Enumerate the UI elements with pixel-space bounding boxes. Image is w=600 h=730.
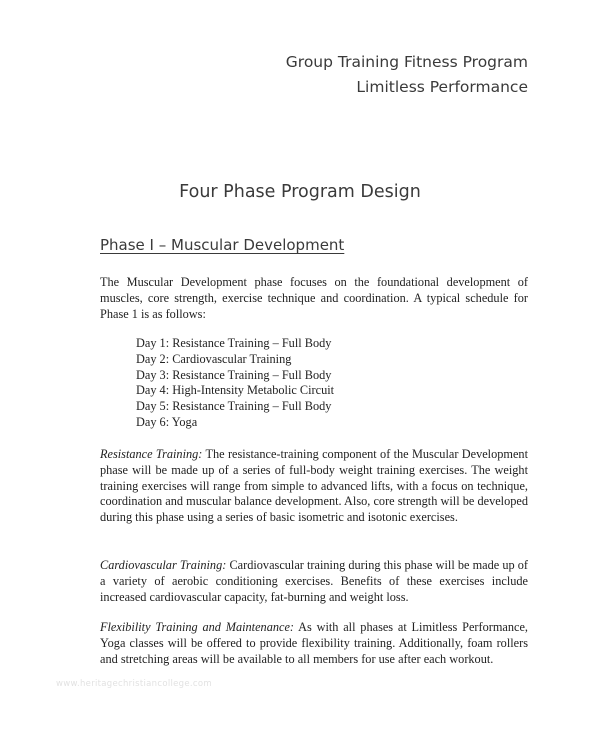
- schedule-item: Day 5: Resistance Training – Full Body: [136, 399, 332, 414]
- schedule-item: Day 6: Yoga: [136, 414, 198, 429]
- section-label: Cardiovascular Training:: [100, 558, 227, 572]
- section-text: As with all phases at Limitless Performance, Yoga classes will be offered to provide flexibility training. Additionally, foam rollers and stretching areas will be available to all members for use after each workout.: [100, 620, 528, 666]
- watermark-text: www.heritagechristiancollege.com: [56, 679, 212, 689]
- schedule-item: Day 4: High-Intensity Metabolic Circuit: [136, 383, 335, 398]
- document-title: Four Phase Program Design: [179, 182, 421, 202]
- schedule-item: Day 3: Resistance Training – Full Body: [136, 367, 332, 382]
- section-text: Cardiovascular training during this phase will be made up of a variety of aerobic conditioning exercises. Benefits of these exercises include increased cardiovascular capacity, fat-burning and weight loss.: [100, 558, 528, 604]
- flexibility-training-paragraph: [100, 620, 528, 667]
- schedule-item: Day 2: Cardiovascular Training: [136, 351, 292, 366]
- program-name: Group Training Fitness Program: [285, 53, 528, 71]
- intro-paragraph: The Muscular Development phase focuses on the foundational development of muscles, core strength, exercise technique and coordination. A typical schedule for Phase 1 is as follows:: [100, 275, 528, 321]
- section-label: Resistance Training:: [100, 447, 203, 461]
- schedule-list: [136, 336, 334, 431]
- cardiovascular-training-paragraph: [100, 558, 528, 605]
- resistance-training-paragraph: [100, 447, 528, 526]
- organization-name: Limitless Performance: [356, 78, 528, 96]
- section-text: The resistance-training component of the Muscular Development phase will be made up of a series of full-body weight training exercises. The weight training exercises will range from simple to advanced lifts, with a focus on technique, coordination and muscular balance development. Also, core strength will be developed during this phase using a series of basic isometric and isotonic exercises.: [100, 447, 528, 525]
- schedule-item: Day 1: Resistance Training – Full Body: [136, 336, 332, 350]
- document-header: [286, 50, 528, 100]
- phase-heading: Phase I – Muscular Development: [100, 236, 345, 254]
- section-label: Flexibility Training and Maintenance:: [100, 620, 295, 634]
